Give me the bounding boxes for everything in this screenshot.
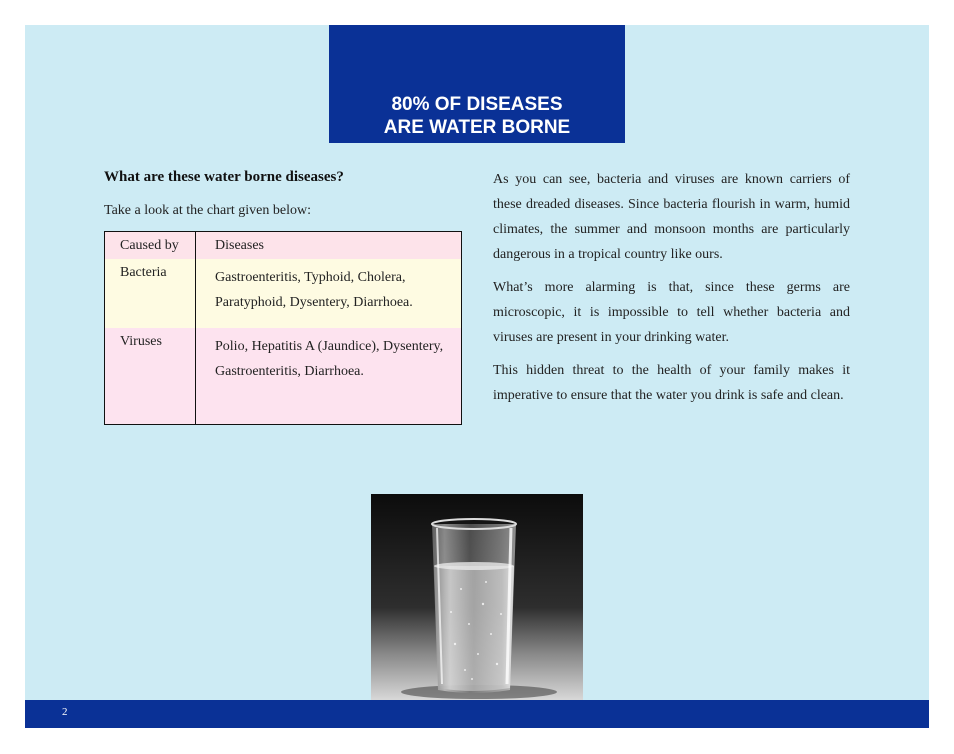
title-line-2: ARE WATER BORNE [383, 117, 571, 138]
title-banner [329, 25, 625, 143]
page-title [329, 93, 625, 139]
water-glass-photo [371, 494, 583, 700]
page-number: 2 [62, 706, 68, 718]
diseases-cell: Polio, Hepatitis A (Jaundice), Dysentery, Gastroenteritis, Diarrhoea. [215, 339, 444, 379]
cause-cell: Viruses [120, 334, 162, 349]
body-text-column [493, 167, 850, 416]
footer-bar [25, 700, 929, 728]
diseases-cell: Gastroenteritis, Typhoid, Cholera, Paratyphoid, Dysentery, Diarrhoea. [215, 270, 413, 310]
paragraph: As you can see, bacteria and viruses are known carriers of these dreaded diseases. Since bacteria flourish in warm, humid climates, the summer and monsoon months are particularly dangerous in a tropical country like ours. [493, 172, 850, 262]
header-caused-by: Caused by [120, 238, 179, 253]
section-heading: What are these water borne diseases? [104, 169, 344, 185]
table-row [105, 328, 461, 424]
paragraph: What’s more alarming is that, since these germs are microscopic, it is impossible to tell whether bacteria and viruses are present in your drinking water. [493, 280, 850, 345]
disease-chart-table [104, 231, 462, 425]
table-row [105, 259, 461, 329]
paragraph: This hidden threat to the health of your family makes it imperative to ensure that the water you drink is safe and clean. [493, 363, 850, 403]
header-diseases: Diseases [215, 238, 264, 253]
cause-cell: Bacteria [120, 265, 167, 280]
table-header-row [105, 232, 461, 260]
title-line-1: 80% OF DISEASES [391, 94, 563, 115]
intro-text: Take a look at the chart given below: [104, 203, 311, 218]
column-divider [195, 232, 196, 424]
